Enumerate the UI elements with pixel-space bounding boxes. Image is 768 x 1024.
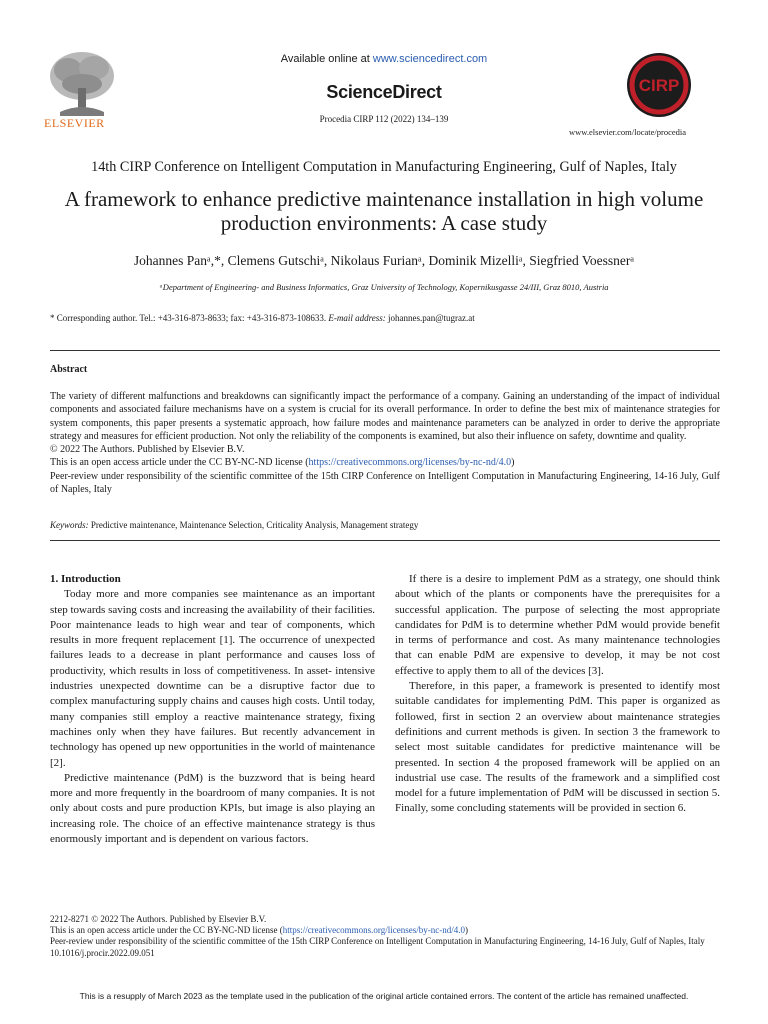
paragraph: Predictive maintenance (PdM) is the buzzword that is being heard more and more frequently in the boardroom of many companies. It is not only about costs and pure production KPIs, but image is also playing an increasing role. The choice of an effective maintenance strategy is thus enormously important and is dependent on various factors. xyxy=(50,771,375,846)
corresponding-prefix: * Corresponding author. Tel.: +43-316-873-8633; fax: +43-316-873-108633. xyxy=(50,313,329,323)
keywords-line xyxy=(50,520,418,530)
corresponding-author xyxy=(50,313,475,323)
svg-text:CIRP: CIRP xyxy=(638,76,680,95)
elsevier-wordmark: ELSEVIER xyxy=(44,116,105,130)
right-column xyxy=(395,572,720,817)
paragraph: If there is a desire to implement PdM as a strategy, one should think about which of the plants or components have the prerequisites for a successful application. The purpose of selecting the most appropriate candidates for PdM is to determine whether PdM would provide benefit in terms of performance and cost. As many maintenance technologies that can enable PdM are expensive to develop, it may be not cost effective to apply them to all of the devices [3]. xyxy=(395,573,720,677)
keywords-label: Keywords: xyxy=(50,520,89,530)
paragraph: Therefore, in this paper, a framework is presented to identify most suitable candidates for implementing PdM. This paper is organized as followed, first in section 2 an overview about maintenance strategies definitions and current methods is given. In section 3 the framework to select most suitable candidates for predictive maintenance will be presented. In section 4 the proposed framework will be applied on an industrial use case. The results of the framework and a simplified cost model for a future implementation of PdM will be discussed in section 5. Finally, some concluding statements will be provided in section 6. xyxy=(395,680,720,815)
conference-line: 14th CIRP Conference on Intelligent Computation in Manufacturing Engineering, Gulf of Naples, Italy xyxy=(91,159,677,175)
footer-license-prefix: This is an open access article under the CC BY-NC-ND license ( xyxy=(50,925,283,936)
abstract-heading: Abstract xyxy=(50,364,88,375)
abstract-block xyxy=(50,390,720,496)
paper-title: A framework to enhance predictive maintenance installation in high volume production environments: A case study xyxy=(64,187,704,235)
cirp-logo xyxy=(626,52,692,118)
email-address[interactable]: johannes.pan@tugraz.at xyxy=(385,313,475,323)
footer-block xyxy=(50,914,730,959)
license-suffix: ) xyxy=(511,457,515,469)
footer-peer-review: Peer-review under responsibility of the scientific committee of the 15th CIRP Conference on Intelligent Computation in Manufacturing Engineering, 14-16 July, Gulf of Naples, Italy xyxy=(50,936,705,947)
section-heading-introduction: 1. Introduction xyxy=(50,573,121,585)
abstract-peer-review: Peer-review under responsibility of the scientific committee of the 15th CIRP Conference on Intelligent Computation in Manufacturing Engineering, 14-16 July, Gulf of Naples, Italy xyxy=(50,470,720,496)
abstract-license xyxy=(50,456,720,469)
license-link[interactable]: https://creativecommons.org/licenses/by-nc-nd/4.0 xyxy=(308,457,512,469)
footer-license xyxy=(50,925,730,936)
footer-doi[interactable]: 10.1016/j.procir.2022.09.051 xyxy=(50,947,155,958)
left-column xyxy=(50,572,375,847)
footer-license-suffix: ) xyxy=(464,925,468,936)
abstract-copyright: © 2022 The Authors. Published by Elsevier B.V. xyxy=(50,444,245,456)
abstract-body: The variety of different malfunctions and breakdowns can significantly impact the performance of a company. Gaining an understanding of the impact of individual components and associated failure mechanisms have on a system is crucial for its overall performance. In order to define the best mix of maintenance strategies for system components, this paper presents a systematic approach, how failure modes and maintenance parameters can be analyzed in order to derive the appropriate strategy and measures for efficient production. Not only the reliability of the components is examined, but also their influence on safety, downtime and quality. xyxy=(50,391,720,442)
footer-license-link[interactable]: https://creativecommons.org/licenses/by-nc-nd/4.0 xyxy=(282,925,465,936)
availability-prefix: Available online at xyxy=(280,53,373,65)
author-list: Johannes Panᵃ,*, Clemens Gutschiᵃ, Nikolaus Furianᵃ, Dominik Mizelliᵃ, Siegfried Voessnerᵃ xyxy=(133,253,635,268)
email-label: E-mail address: xyxy=(328,313,386,323)
journal-homepage[interactable]: www.elsevier.com/locate/procedia xyxy=(569,127,686,137)
keywords-text: Predictive maintenance, Maintenance Selection, Criticality Analysis, Management strategy xyxy=(88,520,419,530)
paragraph: Today more and more companies see maintenance as an important step towards saving costs and increasing the availability of their facilities. Poor maintenance leads to high wear and tear of components, which results in more frequent replacement [1]. The occurrence of unexpected failures leads to a decrease in plant performance and causes loss of productivity, which results in loss of competitiveness. In asset- intensive industries unexpected downtime can be a disruptive factor due to complex manufacturing supply chains and causes high costs. Until today, many companies still employ a reactive maintenance strategy, fixing machines only when they have failures. But recently advancement in technology has opened up new opportunities in the world of maintenance [2]. xyxy=(50,588,375,769)
journal-citation: Procedia CIRP 112 (2022) 134–139 xyxy=(319,114,449,124)
affiliation: ᵃDepartment of Engineering- and Business Informatics, Graz University of Technology, Kopernikusgasse 24/III, Graz 8010, Austria xyxy=(159,282,609,292)
sciencedirect-link[interactable]: www.sciencedirect.com xyxy=(372,53,488,65)
sciencedirect-brand: ScienceDirect xyxy=(326,82,442,102)
footer-issn: 2212-8271 © 2022 The Authors. Published by Elsevier B.V. xyxy=(50,914,267,924)
license-prefix: This is an open access article under the CC BY-NC-ND license ( xyxy=(50,457,309,469)
abstract-top-rule xyxy=(50,350,720,351)
abstract-bottom-rule xyxy=(50,540,720,541)
resupply-notice: This is a resupply of March 2023 as the template used in the publication of the original article contained errors. The content of the article has remained unaffected. xyxy=(79,991,689,1001)
